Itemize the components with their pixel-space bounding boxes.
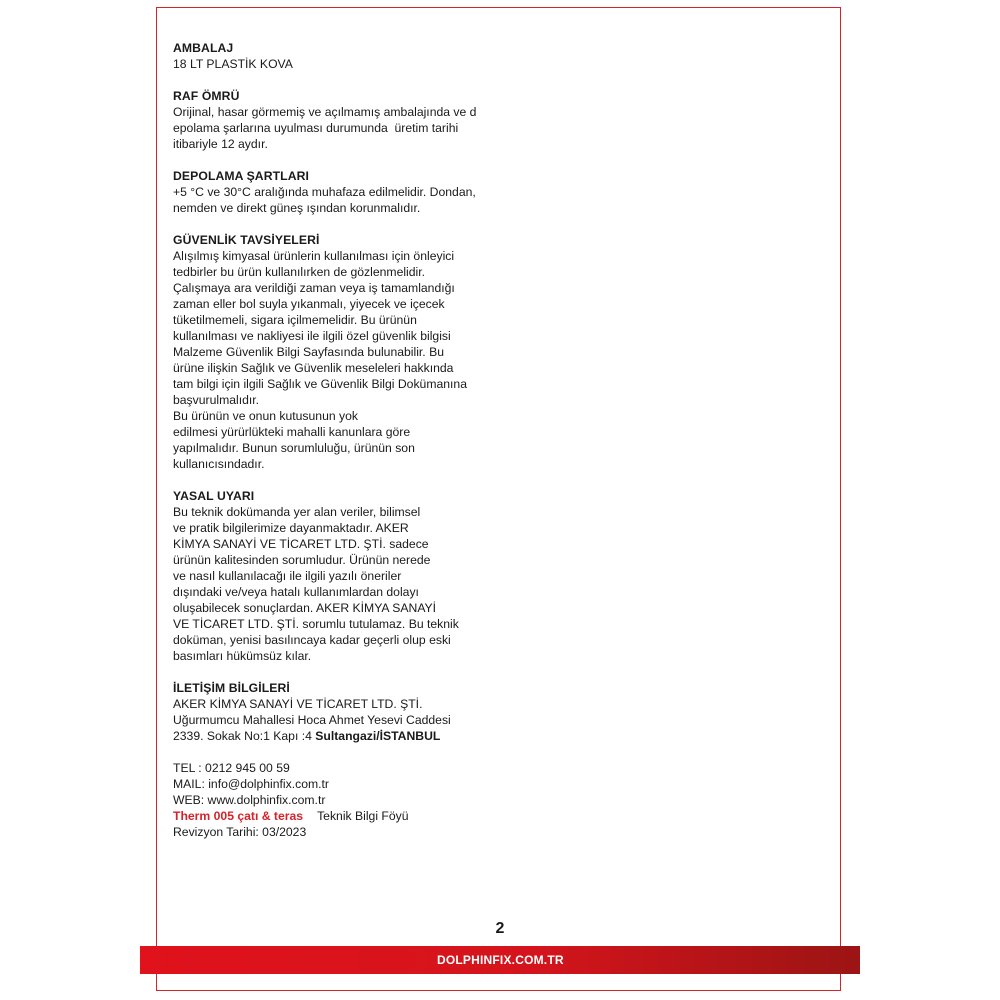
product-line xyxy=(173,808,503,824)
safety-line: kullanılması ve nakliyesi ile ilgili özel güvenlik bilgisi xyxy=(173,329,451,343)
storage-section xyxy=(173,168,503,216)
legal-line: oluşabilecek sonuçlardan. AKER KİMYA SANAYİ xyxy=(173,601,437,615)
safety-line: başvurulmalıdır. xyxy=(173,393,260,407)
safety-line: Çalışmaya ara verildiği zaman veya iş tamamlandığı xyxy=(173,281,455,295)
blank-line xyxy=(173,744,503,760)
shelf-life-heading: RAF ÖMRÜ xyxy=(173,89,240,103)
company-name: AKER KİMYA SANAYİ VE TİCARET LTD. ŞTİ. xyxy=(173,697,423,711)
address-city: İSTANBUL xyxy=(379,729,441,743)
safety-line: zaman eller bol suyla yıkanmalı, yiyecek ve içecek xyxy=(173,297,445,311)
email-address: MAIL: info@dolphinfix.com.tr xyxy=(173,777,329,791)
safety-line: ürüne ilişkin Sağlık ve Güvenlik meseleleri hakkında xyxy=(173,361,454,375)
shelf-life-line: epolama şarlarına uyulması durumunda üretim tarihi xyxy=(173,121,459,135)
phone-number: TEL : 0212 945 00 59 xyxy=(173,761,290,775)
page-number: 2 xyxy=(495,920,505,937)
legal-line: ve pratik bilgilerimize dayanmaktadır. AKER xyxy=(173,521,409,535)
storage-line: nemden ve direkt güneş ışından korunmalıdır. xyxy=(173,201,421,215)
storage-heading: DEPOLAMA ŞARTLARI xyxy=(173,169,309,183)
shelf-life-section xyxy=(173,88,503,152)
legal-heading: YASAL UYARI xyxy=(173,489,255,503)
safety-line: tedbirler bu ürün kullanılırken de gözlenmelidir. xyxy=(173,265,426,279)
storage-line: +5 °C ve 30°C aralığında muhafaza edilmelidir. Dondan, xyxy=(173,185,476,199)
safety-line: Bu ürünün ve onun kutusunun yok xyxy=(173,409,358,423)
legal-line: dışındaki ve/veya hatalı kullanımlardan dolayı xyxy=(173,585,419,599)
contact-section xyxy=(173,680,503,840)
website-address: WEB: www.dolphinfix.com.tr xyxy=(173,793,326,807)
address-district: Sultangazi/ xyxy=(315,729,380,743)
safety-line: edilmesi yürürlükteki mahalli kanunlara göre xyxy=(173,425,411,439)
safety-line: yapılmalıdır. Bunun sorumluluğu, ürünün son xyxy=(173,441,415,455)
safety-heading: GÜVENLİK TAVSİYELERİ xyxy=(173,233,320,247)
product-name: Therm 005 çatı & teras xyxy=(173,809,304,823)
packaging-heading: AMBALAJ xyxy=(173,41,234,55)
legal-line: ürünün kalitesinden sorumludur. Ürünün nerede xyxy=(173,553,431,567)
safety-line: Alışılmış kimyasal ürünlerin kullanılması için önleyici xyxy=(173,249,455,263)
revision-date: Revizyon Tarihi: 03/2023 xyxy=(173,825,307,839)
safety-line: tam bilgi için ilgili Sağlık ve Güvenlik Bilgi Dokümanına xyxy=(173,377,467,391)
street-address: Uğurmumcu Mahallesi Hoca Ahmet Yesevi Caddesi xyxy=(173,713,451,727)
legal-section xyxy=(173,488,503,664)
document-type: Teknik Bilgi Föyü xyxy=(317,809,409,823)
legal-line: KİMYA SANAYİ VE TİCARET LTD. ŞTİ. sadece xyxy=(173,537,429,551)
safety-line: kullanıcısındadır. xyxy=(173,457,265,471)
contact-heading: İLETİŞİM BİLGİLERİ xyxy=(173,681,290,695)
legal-line: basımları hükümsüz kılar. xyxy=(173,649,312,663)
shelf-life-line: Orijinal, hasar görmemiş ve açılmamış ambalajında ve d xyxy=(173,105,477,119)
safety-section xyxy=(173,232,503,472)
document-body xyxy=(173,40,503,856)
footer-website-link[interactable]: DOLPHINFIX.COM.TR xyxy=(437,953,564,967)
packaging-section xyxy=(173,40,503,72)
address-line xyxy=(173,728,503,744)
address-prefix: 2339. Sokak No:1 Kapı :4 xyxy=(173,729,316,743)
safety-line: Malzeme Güvenlik Bilgi Sayfasında bulunabilir. Bu xyxy=(173,345,444,359)
legal-line: ve nasıl kullanılacağı ile ilgili yazılı öneriler xyxy=(173,569,402,583)
legal-line: VE TİCARET LTD. ŞTİ. sorumlu tutulamaz. Bu teknik xyxy=(173,617,459,631)
shelf-life-line: itibariyle 12 aydır. xyxy=(173,137,268,151)
legal-line: Bu teknik dokümanda yer alan veriler, bilimsel xyxy=(173,505,421,519)
safety-line: tüketilmemeli, sigara içilmemelidir. Bu ürünün xyxy=(173,313,417,327)
packaging-line: 18 LT PLASTİK KOVA xyxy=(173,57,293,71)
legal-line: doküman, yenisi basılıncaya kadar geçerli olup eski xyxy=(173,633,451,647)
